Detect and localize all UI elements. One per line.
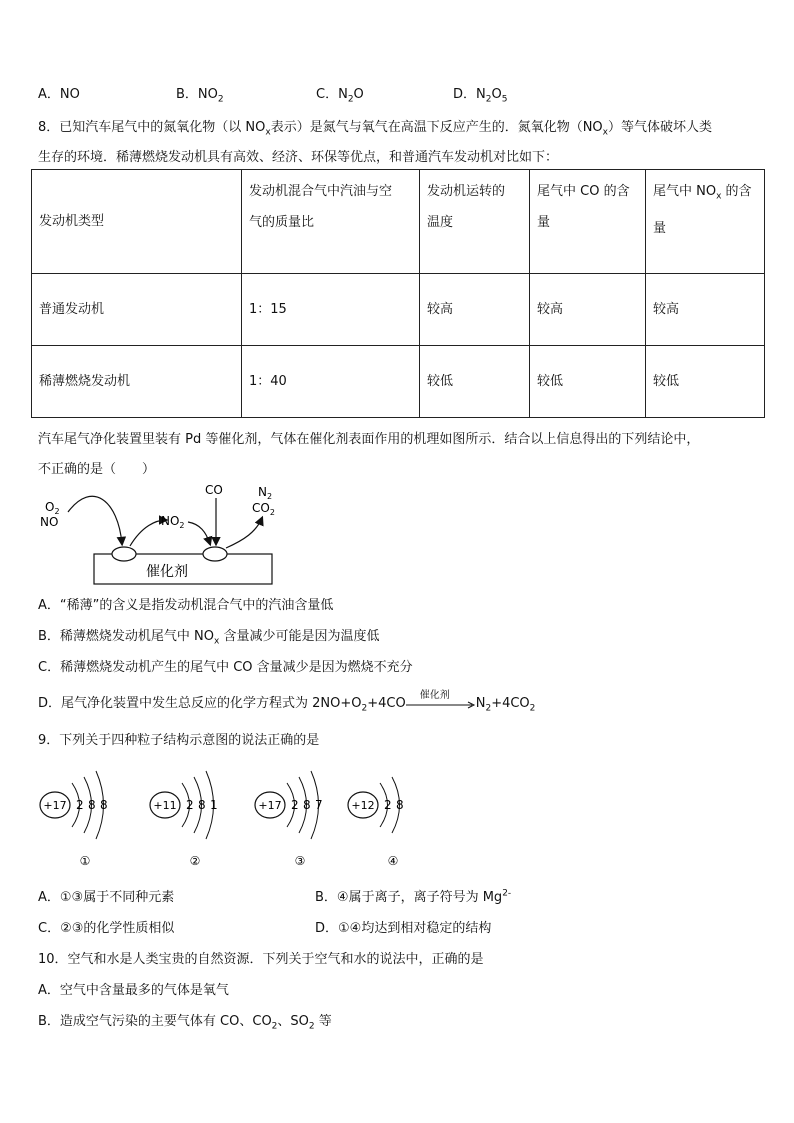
cell-ratio: 1：40 xyxy=(242,346,420,418)
q8-option-d: D．尾气净化装置中发生总反应的化学方程式为 $2NO+O_2+4CO$ 催化剂 $N_2+4CO_2$ xyxy=(38,689,536,714)
table-row xyxy=(32,346,765,418)
nucleus-charge: +17 xyxy=(258,799,282,812)
atom-label: ② xyxy=(189,854,201,868)
cell-nox: 较高 xyxy=(646,274,765,346)
cell-ratio: 1：15 xyxy=(242,274,420,346)
q8-option-b: B．稀薄燃烧发动机尾气中 $NO_x$ 含量减少可能是因为温度低 xyxy=(38,629,380,647)
atom-structure-diagrams xyxy=(30,760,430,870)
q10-option-b: B．造成空气污染的主要气体有 CO、$CO_2$、$SO_2$ 等 xyxy=(38,1014,332,1032)
cell-type: 稀薄燃烧发动机 xyxy=(32,346,242,418)
arrow-no2-in xyxy=(188,522,210,544)
label-catalyst: 催化剂 xyxy=(146,564,188,580)
shell-electron-count: 8 xyxy=(100,798,108,812)
label-no2: $NO_2$ xyxy=(161,514,185,530)
q8-option-c: C．稀薄燃烧发动机产生的尾气中 CO 含量减少是因为燃烧不充分 xyxy=(38,660,413,675)
shell-electron-count: 2 xyxy=(291,798,299,812)
atom-diagram xyxy=(40,771,108,868)
q10-stem: 10．空气和水是人类宝贵的自然资源．下列关于空气和水的说法中，正确的是 xyxy=(38,952,484,967)
label-no: NO xyxy=(40,515,59,529)
cell-temp: 较高 xyxy=(420,274,530,346)
q9-option-d: D．①④均达到相对稳定的结构 xyxy=(315,921,492,936)
cell-type: 普通发动机 xyxy=(32,274,242,346)
table-header-row xyxy=(32,170,765,274)
atom-diagram xyxy=(348,777,404,868)
q7-option-a: A．NO xyxy=(38,87,80,102)
cell-co: 较高 xyxy=(530,274,646,346)
reaction-arrow: 催化剂 xyxy=(406,698,476,710)
active-site-1 xyxy=(112,547,136,561)
q10-option-a: A．空气中含量最多的气体是氧气 xyxy=(38,983,229,998)
atom-label: ③ xyxy=(294,854,306,868)
atom-diagram xyxy=(255,771,323,868)
q8-after-line2: 不正确的是（ ） xyxy=(38,462,156,477)
shell-electron-count: 1 xyxy=(210,798,218,812)
q8-after-line1: 汽车尾气净化装置里装有 Pd 等催化剂，气体在催化剂表面作用的机理如图所示．结合以上信息得出的下列结论中， xyxy=(38,432,700,447)
label-o2: $O_2$ xyxy=(45,500,60,516)
atom-label: ④ xyxy=(387,854,399,868)
nucleus-charge: +17 xyxy=(43,799,67,812)
shell-electron-count: 8 xyxy=(88,798,96,812)
catalyst-mechanism-diagram xyxy=(30,480,300,590)
arrow-in xyxy=(68,496,122,544)
header-engine-type: 发动机类型 xyxy=(32,170,242,274)
header-co-content: 尾气中 CO 的含 量 xyxy=(530,170,646,274)
label-co: CO xyxy=(205,483,223,497)
q9-option-a: A．①③属于不同种元素 xyxy=(38,890,175,905)
shell-electron-count: 2 xyxy=(76,798,84,812)
q9-option-b: B．④属于离子，离子符号为 $Mg^{2-}$ xyxy=(315,888,512,905)
shell-electron-count: 2 xyxy=(186,798,194,812)
q8-option-a: A．“稀薄”的含义是指发动机混合气中的汽油含量低 xyxy=(38,598,334,613)
nucleus-charge: +12 xyxy=(351,799,375,812)
shell-electron-count: 2 xyxy=(384,798,392,812)
q7-option-d: D．$N_2O_5$ xyxy=(453,87,508,105)
active-site-2 xyxy=(203,547,227,561)
engine-comparison-table xyxy=(31,169,765,418)
q8-stem-line1: 8．已知汽车尾气中的氮氧化物（以 $NO_x$表示）是氮气与氧气在高温下反应产生的．氮氧化物$(NO_x)$等气体破坏人类 xyxy=(38,120,713,138)
shell-electron-count: 8 xyxy=(303,798,311,812)
q7-option-b: B．$NO_2$ xyxy=(176,87,224,105)
nucleus-charge: +11 xyxy=(153,799,177,812)
header-mass-ratio: 发动机混合气中汽油与空 气的质量比 xyxy=(242,170,420,274)
cell-temp: 较低 xyxy=(420,346,530,418)
cell-nox: 较低 xyxy=(646,346,765,418)
header-temperature: 发动机运转的 温度 xyxy=(420,170,530,274)
label-n2: $N_2$ xyxy=(258,485,273,501)
header-nox-content: 尾气中 $NO_x$ 的含 量 xyxy=(646,170,765,274)
atom-label: ① xyxy=(79,854,91,868)
q9-stem: 9．下列关于四种粒子结构示意图的说法正确的是 xyxy=(38,733,320,748)
shell-electron-count: 8 xyxy=(198,798,206,812)
shell-electron-count: 7 xyxy=(315,798,323,812)
cell-co: 较低 xyxy=(530,346,646,418)
label-co2: $CO_2$ xyxy=(252,501,275,517)
shell-electron-count: 8 xyxy=(396,798,404,812)
q9-option-c: C．②③的化学性质相似 xyxy=(38,921,175,936)
arrow-out xyxy=(226,518,262,548)
table-row xyxy=(32,274,765,346)
q7-option-c: C．$N_2O$ xyxy=(316,87,364,105)
atom-diagram xyxy=(150,771,218,868)
q8-stem-line2: 生存的环境．稀薄燃烧发动机具有高效、经济、环保等优点，和普通汽车发动机对比如下： xyxy=(38,150,559,165)
